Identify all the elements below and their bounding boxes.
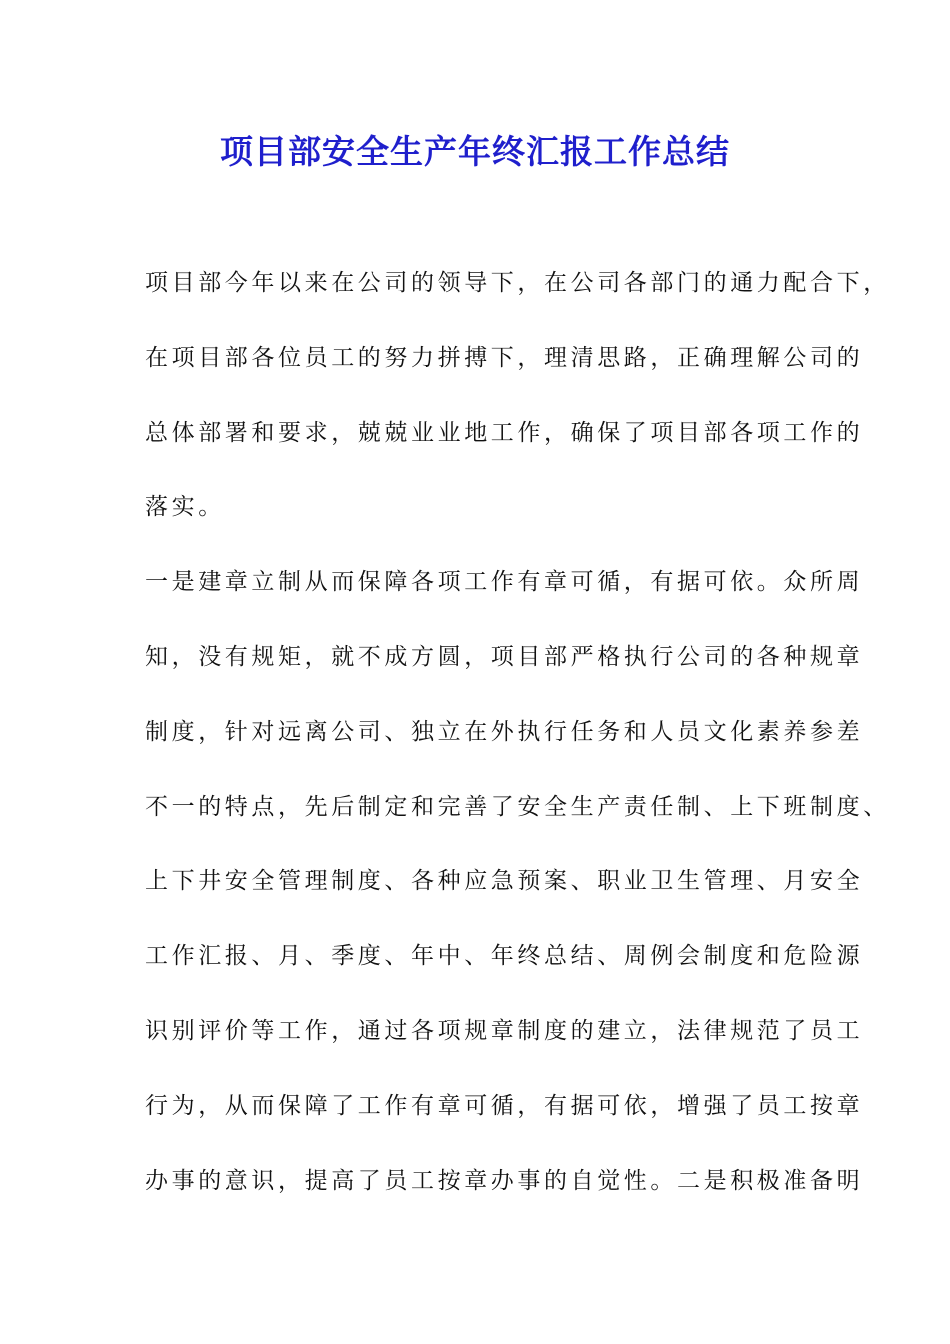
body-line: 行为，从而保障了工作有章可循，有据可依，增强了员工按章 xyxy=(145,1092,864,1119)
body-line: 在项目部各位员工的努力拼搏下，理清思路，正确理解公司的 xyxy=(145,344,864,371)
document-body xyxy=(145,263,890,1235)
body-line: 识别评价等工作，通过各项规章制度的建立，法律规范了员工 xyxy=(145,1017,864,1044)
body-line: 上下井安全管理制度、各种应急预案、职业卫生管理、月安全 xyxy=(145,868,864,895)
body-line: 知，没有规矩，就不成方圆，项目部严格执行公司的各种规章 xyxy=(145,643,864,670)
body-line: 项目部今年以来在公司的领导下，在公司各部门的通力配合下， xyxy=(145,270,890,296)
document-title: 项目部安全生产年终汇报工作总结 xyxy=(220,132,730,171)
body-line: 办事的意识，提高了员工按章办事的自觉性。二是积极准备明 xyxy=(145,1167,864,1194)
body-line: 一是建章立制从而保障各项工作有章可循，有据可依。众所周 xyxy=(145,569,864,596)
body-line: 制度，针对远离公司、独立在外执行任务和人员文化素养参差 xyxy=(145,718,864,745)
body-line: 工作汇报、月、季度、年中、年终总结、周例会制度和危险源 xyxy=(145,943,864,970)
body-line: 不一的特点，先后制定和完善了安全生产责任制、上下班制度、 xyxy=(145,793,890,820)
body-line: 总体部署和要求，兢兢业业地工作，确保了项目部各项工作的 xyxy=(145,419,864,446)
body-line: 落实。 xyxy=(145,494,225,521)
